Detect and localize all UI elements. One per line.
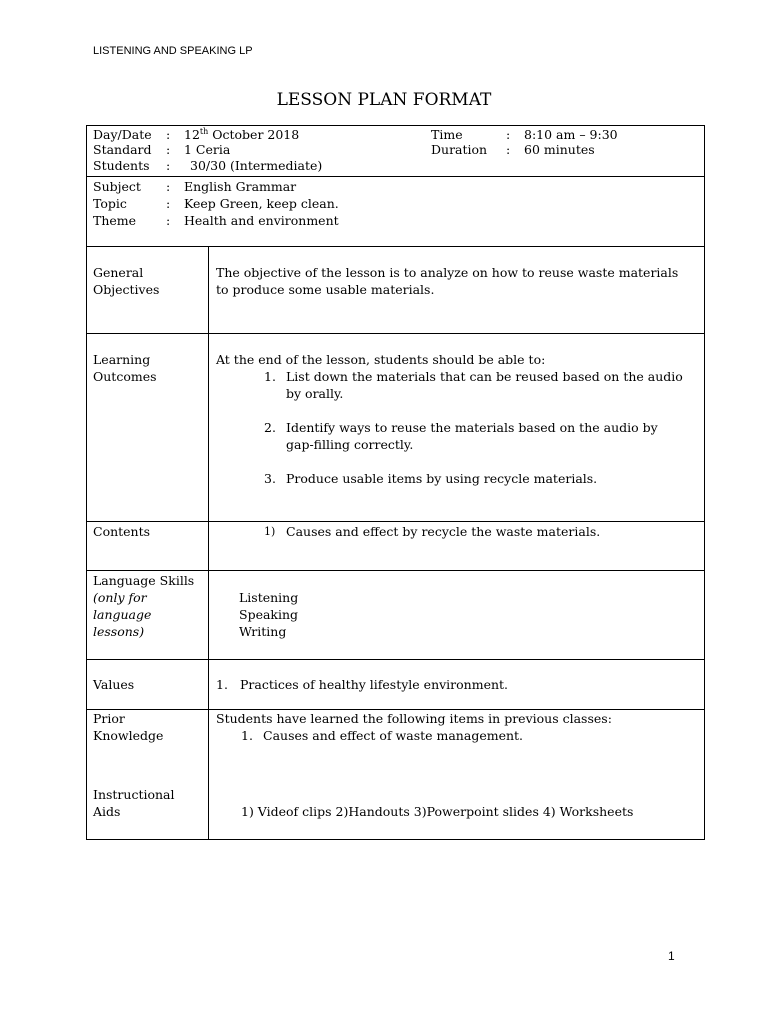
- instructional-aids-label: Instructional: [93, 787, 175, 802]
- prior-knowledge-number: 1.: [241, 728, 253, 743]
- values-text: Practices of healthy lifestyle environment.: [240, 677, 509, 692]
- colon: :: [166, 196, 171, 211]
- outcome-text: gap-filling correctly.: [286, 437, 414, 452]
- instructional-aids-label: Aids: [93, 804, 121, 819]
- duration-label: Duration: [431, 142, 488, 157]
- subject-label: Subject: [93, 179, 141, 194]
- daydate-value: 12th October 2018: [184, 126, 300, 142]
- daydate-label: Day/Date: [93, 127, 152, 142]
- row-divider: [86, 521, 705, 522]
- learning-outcomes-label: Outcomes: [93, 369, 157, 384]
- table-border-right: [704, 125, 705, 839]
- time-value: 8:10 am – 9:30: [524, 127, 618, 142]
- theme-label: Theme: [93, 213, 137, 228]
- row-divider: [86, 176, 705, 177]
- values-label: Values: [93, 677, 135, 692]
- learning-outcomes-intro: At the end of the lesson, students should be able to:: [216, 352, 546, 367]
- table-border-left: [86, 125, 87, 839]
- time-label: Time: [431, 127, 463, 142]
- subject-value: English Grammar: [184, 179, 297, 194]
- general-objectives-text: to produce some usable materials.: [216, 282, 435, 297]
- skill-speaking: Speaking: [239, 607, 299, 622]
- row-divider: [86, 570, 705, 571]
- prior-knowledge-label: Prior: [93, 711, 125, 726]
- learning-outcomes-label: Learning: [93, 352, 151, 367]
- outcome-number: 2.: [264, 420, 276, 435]
- page-header: LISTENING AND SPEAKING LP: [93, 45, 253, 57]
- colon: :: [506, 142, 511, 157]
- colon: :: [166, 127, 171, 142]
- duration-value: 60 minutes: [524, 142, 595, 157]
- topic-value: Keep Green, keep clean.: [184, 196, 339, 211]
- outcome-number: 3.: [264, 471, 276, 486]
- colon: :: [166, 142, 171, 157]
- prior-knowledge-intro: Students have learned the following items in previous classes:: [216, 711, 612, 726]
- page-title: LESSON PLAN FORMAT: [276, 90, 492, 110]
- skill-writing: Writing: [239, 624, 287, 639]
- language-skills-note: language: [93, 607, 152, 622]
- outcome-text: List down the materials that can be reused based on the audio: [286, 369, 683, 384]
- standard-value: 1 Ceria: [184, 142, 231, 157]
- contents-label: Contents: [93, 524, 151, 539]
- outcome-number: 1.: [264, 369, 276, 384]
- row-divider: [86, 659, 705, 660]
- prior-knowledge-text: Causes and effect of waste management.: [263, 728, 524, 743]
- outcome-text: by orally.: [286, 386, 344, 401]
- table-border-bottom: [86, 839, 705, 840]
- instructional-aids-text: 1) Videof clips 2)Handouts 3)Powerpoint slides 4) Worksheets: [241, 804, 634, 819]
- row-divider: [86, 333, 705, 334]
- students-value: 30/30 (Intermediate): [190, 158, 323, 173]
- colon: :: [506, 127, 511, 142]
- column-divider: [208, 246, 209, 839]
- language-skills-note: (only for: [93, 590, 147, 605]
- general-objectives-text: The objective of the lesson is to analyze on how to reuse waste materials: [216, 265, 679, 280]
- contents-text: Causes and effect by recycle the waste materials.: [286, 524, 601, 539]
- page-number: 1: [668, 949, 675, 963]
- standard-label: Standard: [93, 142, 152, 157]
- general-objectives-label: General: [93, 265, 144, 280]
- outcome-text: Identify ways to reuse the materials based on the audio by: [286, 420, 658, 435]
- language-skills-label: Language Skills: [93, 573, 195, 588]
- general-objectives-label: Objectives: [93, 282, 160, 297]
- students-label: Students: [93, 158, 150, 173]
- values-number: 1.: [216, 677, 228, 692]
- contents-number: 1): [264, 525, 276, 538]
- topic-label: Topic: [93, 196, 127, 211]
- colon: :: [166, 213, 171, 228]
- colon: :: [166, 158, 171, 173]
- skill-listening: Listening: [239, 590, 299, 605]
- theme-value: Health and environment: [184, 213, 339, 228]
- prior-knowledge-label: Knowledge: [93, 728, 164, 743]
- outcome-text: Produce usable items by using recycle materials.: [286, 471, 598, 486]
- row-divider: [86, 246, 705, 247]
- language-skills-note: lessons): [93, 624, 145, 639]
- colon: :: [166, 179, 171, 194]
